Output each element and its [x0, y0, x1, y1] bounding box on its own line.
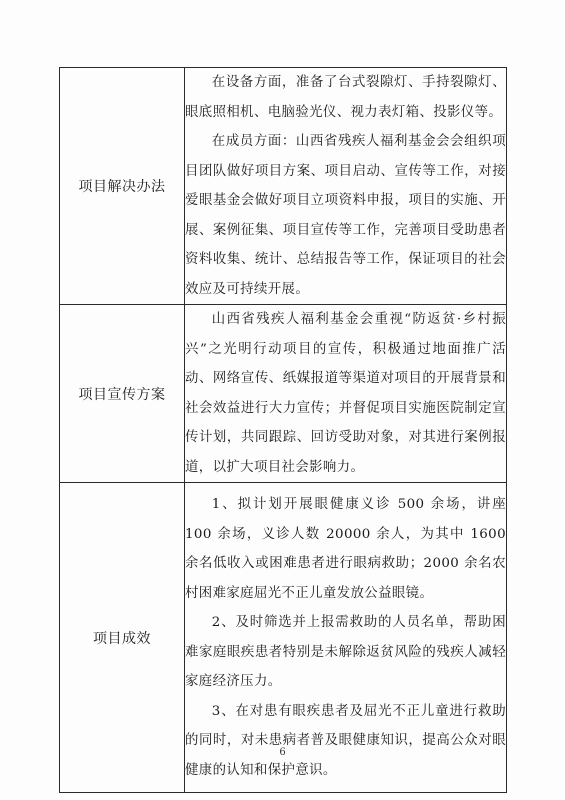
table-row-publicity	[60, 305, 507, 483]
results-paragraph-1: 1、拟计划开展眼健康义诊 500 余场，讲座 100 余场，义诊人数 20000 余人，为其中 1600 余名低收入或困难患者进行眼病救助；2000 余名农村困难家庭屈光不正儿童发放公益眼镜。	[185, 497, 506, 601]
row-label-solution: 项目解决办法	[60, 68, 185, 305]
row-content-publicity	[185, 305, 507, 483]
table-row-solution	[60, 68, 507, 305]
page-number: 6	[279, 747, 286, 758]
row-content-results	[185, 483, 507, 793]
results-paragraph-2: 2、及时筛选并上报需救助的人员名单，帮助困难家庭眼疾患者特别是未解除返贫风险的残疾人减轻家庭经济压力。	[185, 615, 506, 689]
table-row-results	[60, 483, 507, 793]
solution-paragraph-members: 在成员方面：山西省残疾人福利基金会会组织项目团队做好项目方案、项目启动、宣传等工作，对接爱眼基金会做好项目立项资料申报，项目的实施、开展、案例征集、项目宣传等工作，完善项目受助患者资料收集、统计、总结报告等工作，保证项目的社会效应及可持续开展。	[185, 134, 506, 297]
row-label-publicity: 项目宣传方案	[60, 305, 185, 483]
solution-paragraph-equipment: 在设备方面，准备了台式裂隙灯、手持裂隙灯、眼底照相机、电脑验光仪、视力表灯箱、投影仪等。	[185, 75, 506, 120]
results-paragraph-3: 3、在对患有眼疾患者及屈光不正儿童进行救助的同时，对未患病者普及眼健康知识，提高公众对眼健康的认知和保护意识。	[185, 703, 506, 778]
row-content-solution	[185, 68, 507, 305]
row-label-results: 项目成效	[60, 483, 185, 793]
project-info-table	[59, 67, 507, 793]
publicity-paragraph: 山西省残疾人福利基金会重视“防返贫·乡村振兴”之光明行动项目的宣传，积极通过地面推广活动、网络宣传、纸媒报道等渠道对项目的开展背景和社会效益进行大力宣传；并督促项目实施医院制定宣传计划，共同跟踪、回访受助对象，对其进行案例报道，以扩大项目社会影响力。	[185, 312, 506, 475]
